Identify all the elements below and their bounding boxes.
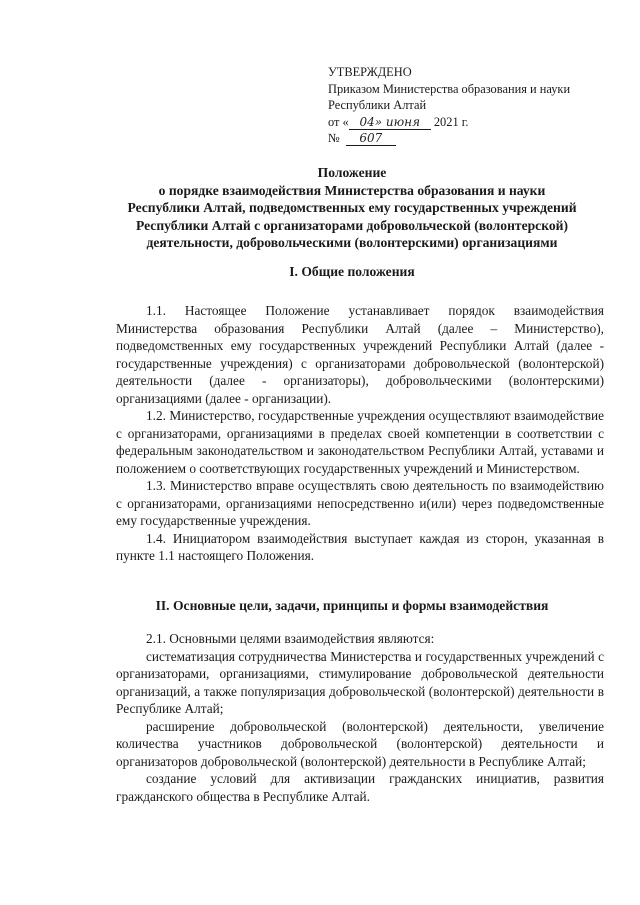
paragraph-1-4: 1.4. Инициатором взаимодействия выступает каждая из сторон, указанная в пункте 1.1 настоящего Положения. (116, 530, 604, 563)
paragraph-2-goal-2: расширение добровольческой (волонтерской) деятельности, увеличение количества участников добровольческой (волонтерской) деятельности и организаторов добровольческой (волонтерской) деятельности в Республике Алтай; (116, 718, 604, 769)
paragraph-1-1: 1.1. Настоящее Положение устанавливает порядок взаимодействия Министерства образования Республики Алтай (далее – Министерство), подведомственных ему государственных учреждений Республики Алтай (далее - государственные учреждения) с организаторами добровольческой (волонтерской) деятельности (далее - организаторы), добровольческими (волонтерскими) организациями (далее - организации). (116, 303, 604, 406)
title-line-5: деятельности, добровольческими (волонтерскими) организациями (146, 235, 558, 251)
section-1-body (116, 302, 604, 565)
approval-region-line: Республики Алтай (328, 98, 427, 112)
paragraph-2-goal-1: систематизация сотрудничества Министерства и государственных учреждений с организаторами, организациями, стимулирование добровольческой деятельности организаций, а также популяризация добровольческой (волонтерской) деятельности в Республике Алтай; (116, 648, 604, 716)
approval-number-line (328, 130, 588, 147)
section-2-body (116, 630, 604, 805)
handwritten-number: 607 (346, 132, 396, 146)
paragraph-2-goal-3: создание условий для активизации гражданских инициатив, развития гражданского общества в Республике Алтай. (116, 771, 604, 804)
section-1-heading: I. Общие положения (289, 264, 415, 279)
approval-label: УТВЕРЖДЕНО (328, 65, 412, 79)
document-title (96, 164, 608, 252)
title-line-2: о порядке взаимодействия Министерства образования и науки (158, 182, 546, 198)
paragraph-1-2: 1.2. Министерство, государственные учреждения осуществляют взаимодействие с организаторами, организациями в пределах своей компетенции в соответствии с федеральным законодательством и законодательством Республики Алтай, уставами и положением о соответствующих государственных учреждений и Министерством. (116, 408, 604, 476)
date-suffix: 2021 г. (433, 114, 469, 129)
title-line-3: Республики Алтай, подведомственных ему государственных учреждений (127, 200, 577, 216)
section-2-heading: II. Основные цели, задачи, принципы и формы взаимодействия (155, 598, 549, 613)
title-line-1: Положение (317, 165, 387, 180)
approval-block (328, 64, 588, 147)
approval-date-line (328, 114, 588, 131)
paragraph-1-3: 1.3. Министерство вправе осуществлять свою деятельность по взаимодействию с организаторами, организациями непосредственно и(или) через подведомственные ему государственные учреждения. (116, 478, 604, 528)
handwritten-date: 04» июня (349, 116, 431, 130)
number-prefix: № (328, 131, 340, 145)
paragraph-2-1: 2.1. Основными целями взаимодействия являются: (146, 631, 435, 646)
approval-order-line: Приказом Министерства образования и науки (328, 81, 571, 96)
title-line-4: Республики Алтай с организаторами добровольческой (волонтерской) (135, 217, 569, 233)
date-prefix: от « (328, 114, 349, 129)
